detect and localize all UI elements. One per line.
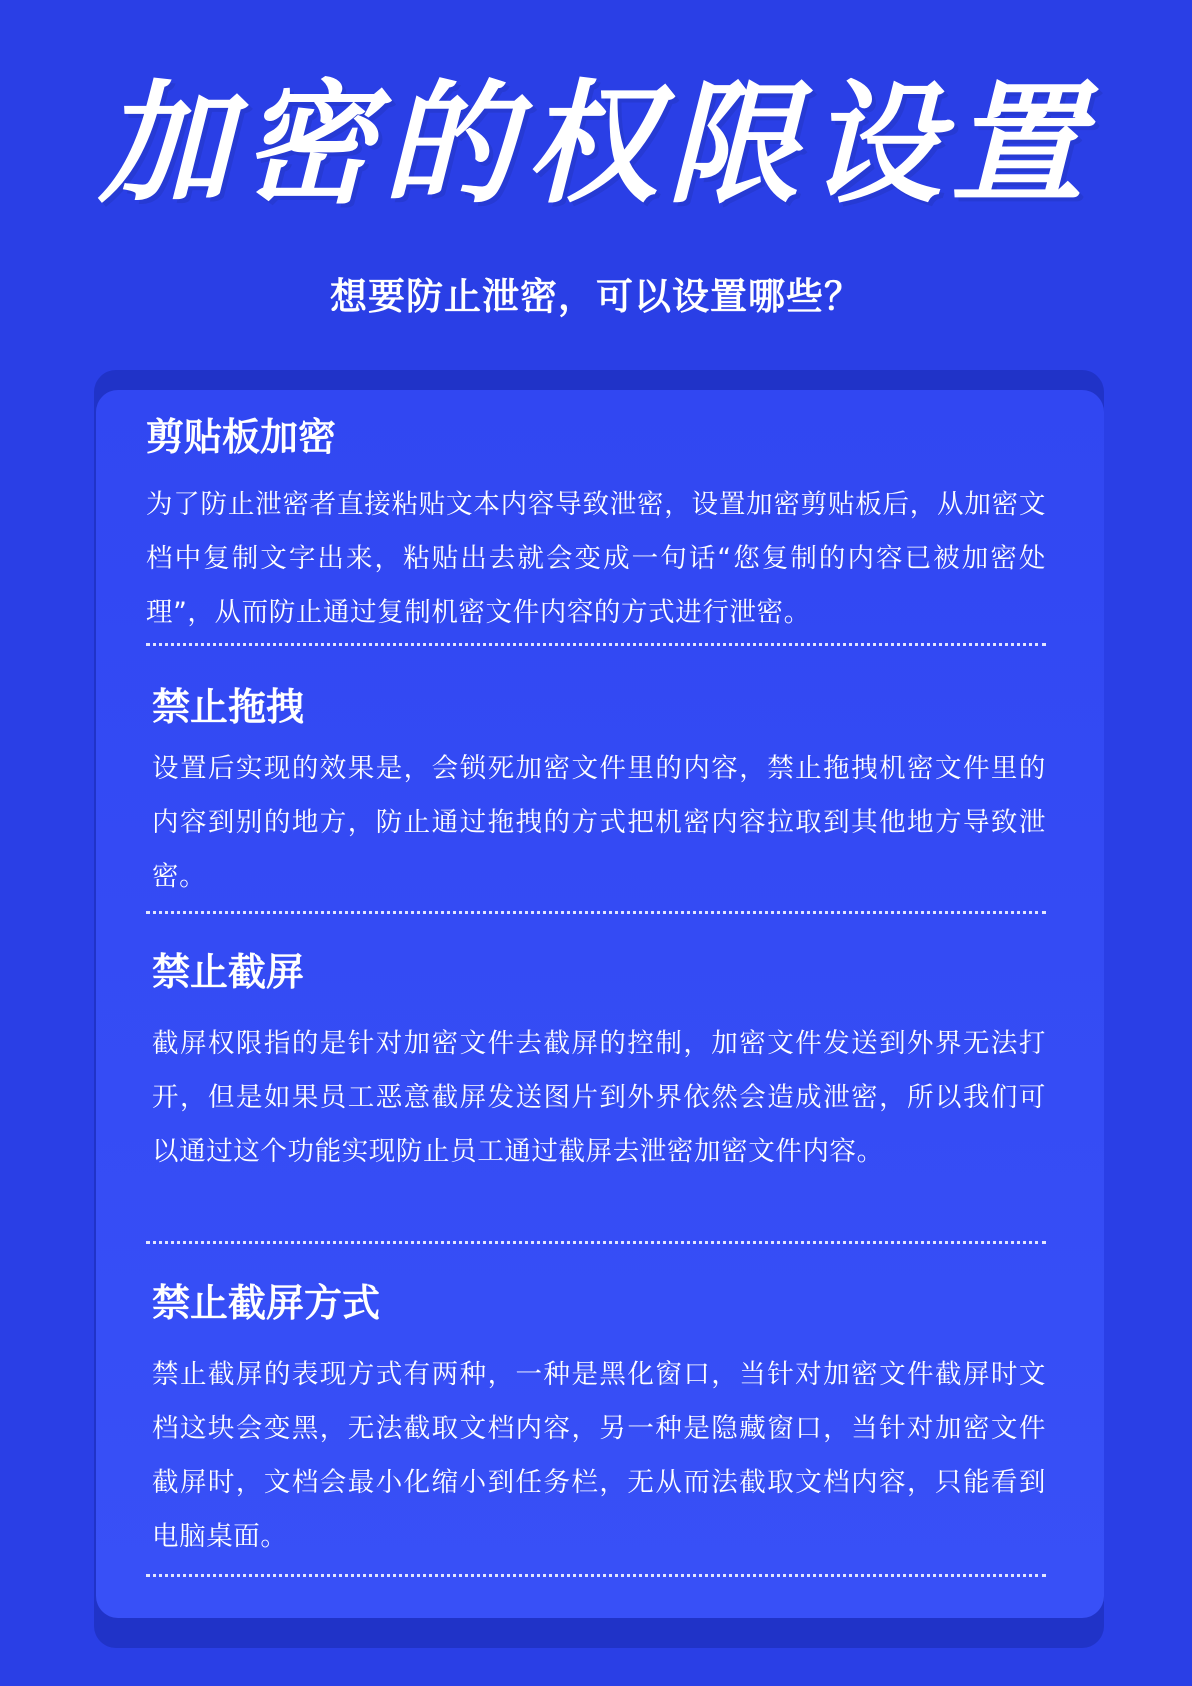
- section-no-drag: [152, 680, 1046, 904]
- section-title: 禁止截屏方式: [152, 1281, 381, 1325]
- section-divider: [146, 1241, 1046, 1244]
- section-body: 为了防止泄密者直接粘贴文本内容导致泄密，设置加密剪贴板后，从加密文档中复制文字出来，粘贴出去就会变成一句话“您复制的内容已被加密处理”，从而防止通过复制机密文件内容的方式进行泄密。: [146, 489, 1046, 628]
- section-title: 禁止拖拽: [152, 685, 305, 729]
- section-screenshot-methods: [152, 1276, 1046, 1564]
- section-body: 设置后实现的效果是，会锁死加密文件里的内容，禁止拖拽机密文件里的内容到别的地方，防止通过拖拽的方式把机密内容拉取到其他地方导致泄密。: [152, 753, 1046, 892]
- section-body: 禁止截屏的表现方式有两种，一种是黑化窗口，当针对加密文件截屏时文档这块会变黑，无法截取文档内容，另一种是隐藏窗口，当针对加密文件截屏时，文档会最小化缩小到任务栏，无从而法截取文档内容，只能看到电脑桌面。: [152, 1359, 1046, 1552]
- section-title: 禁止截屏: [152, 950, 305, 994]
- section-no-screenshot: [152, 945, 1046, 1179]
- section-title: 剪贴板加密: [146, 415, 337, 459]
- page-subtitle: 想要防止泄密，可以设置哪些？: [330, 275, 862, 318]
- page-title: 加密的权限设置: [99, 68, 1093, 222]
- section-body: 截屏权限指的是针对加密文件去截屏的控制，加密文件发送到外界无法打开，但是如果员工恶意截屏发送图片到外界依然会造成泄密，所以我们可以通过这个功能实现防止员工通过截屏去泄密加密文件内容。: [152, 1028, 1046, 1167]
- section-divider: [146, 911, 1046, 914]
- section-clipboard-encryption: [146, 410, 1046, 640]
- section-divider: [146, 1574, 1046, 1577]
- section-divider: [146, 643, 1046, 646]
- content-card: [96, 390, 1104, 1618]
